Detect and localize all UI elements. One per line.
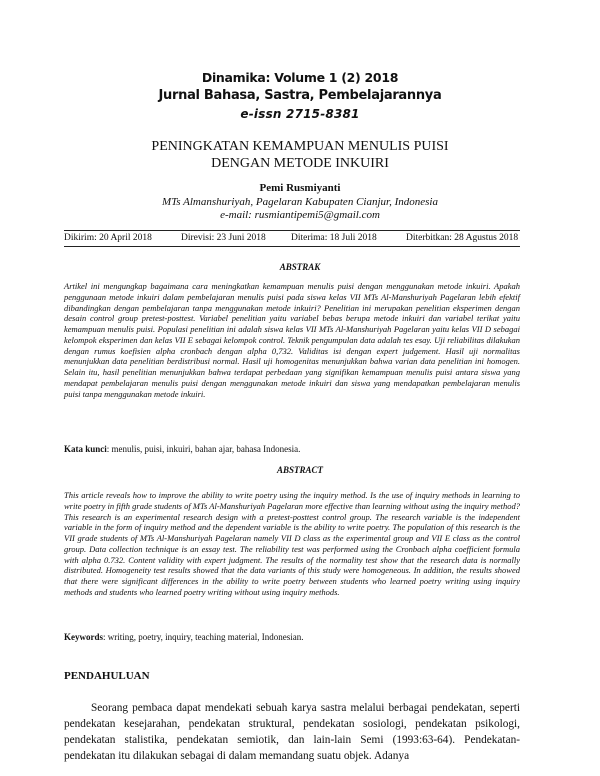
article-title-line1: PENINGKATAN KEMAMPUAN MENULIS PUISI xyxy=(151,139,449,154)
author-name: Pemi Rusmiyanti xyxy=(259,182,341,194)
journal-issn: e-issn 2715-8381 xyxy=(240,107,360,121)
date-revised: Direvisi: 23 Juni 2018 xyxy=(181,233,266,243)
date-published: Diterbitkan: 28 Agustus 2018 xyxy=(406,233,519,243)
journal-name: Jurnal Bahasa, Sastra, Pembelajarannya xyxy=(158,88,442,103)
body-paragraph: Seorang pembaca dapat mendekati sebuah karya sastra melalui berbagai pendekatan, seperti pendekatan kesejarahan, pendekatan struktural, pendekatan sosiologi, pendekatan psikologi, pendekatan stalistika, pendekatan semiotik, dan lain-lain Semi (1993:63-64). Pendekatan-pendekatan itu dilakukan sebagai di dalam memandang suatu objek. Adanya xyxy=(64,702,520,762)
article-title-line2: DENGAN METODE INKUIRI xyxy=(211,156,389,171)
kata-kunci-values: : menulis, puisi, inkuiri, bahan ajar, bahasa Indonesia. xyxy=(106,444,301,454)
journal-volume: Dinamika: Volume 1 (2) 2018 xyxy=(201,70,399,85)
abstrak-text: Artikel ini mengungkap bagaimana cara meningkatkan kemampuan menulis puisi dengan menggunakan metode inkuiri. Apakah penggunaan metode inkuiri dalam pembelajaran menulis puisi pada siswa kelas VII MTs Al-Manshuriyah Pagelaran lebih efektif dibandingkan dengan pembelajaran tanpa menggunakan metode inkuiri? Penelitian ini merupakan penelitian eksperimen dengan desain control group pretest-posttest. Variabel penelitian yaitu variabel bebas berupa metode inkuiri dan variabel terikat yaitu kemampuan menulis puisi. Populasi penelitian ini adalah siswa kelas VII MTs Al-Manshuriyah Pagelaran yaitu kelas VII D sebagai kelompok eksperimen dan kelas VII E sebagai kelompok control. Teknik pengumpulan data adalah tes esay. Uji reliabilitas dilakukan dengan rumus koefisien alpha cronbach dengan alpha 0,732. Validitas isi dengan expert judgement. Hasil uji normalitas menunjukkan data penelitian berdistribusi normal. Hasil uji homogenitas menunjukkan bahwa varian data penelitian ini homogen. Selain itu, hasil penelitian menunjukkan bahwa terdapat perbedaan yang signifikan kemampuan menulis puisi antara siswa yang mendapat pembelajaran menulis puisi dengan menggunakan metode inkuiri dan siswa yang mendapatkan pembelajaran menulis puisi tanpa menggunakan metode inkuiri. xyxy=(64,281,520,399)
author-affiliation: MTs Almanshuriyah, Pagelaran Kabupaten Cianjur, Indonesia xyxy=(162,196,438,208)
keywords-values: : writing, poetry, inquiry, teaching material, Indonesian. xyxy=(103,632,304,642)
kata-kunci-label: Kata kunci xyxy=(64,444,107,454)
date-received: Dikirim: 20 April 2018 xyxy=(64,233,152,243)
keywords-label: Keywords xyxy=(64,632,103,642)
abstract-text: This article reveals how to improve the ability to write poetry using the inquiry method. Is the use of inquiry methods in learning to write poetry in fifth grade students of MTs Al-Manshuriyah Pagelaran more effective than learning without using the inquiry method? This research is an experimental research design with a pretest-posttest control group. The research variable is the independent variable in the form of inquiry method and the dependent variable is the ability to write poetry. The population of this research is the VII grade students of MTs Al-Manshuriyah Pagelaran namely VII D class as the experimental group and VII E class as the control group. Data collection technique is an essay test. The reliability test was performed using the Cronbach alpha coefficient formula with alpha 0.732. Content validity with expert judgment. The results of the normality test show that the research data is normally distributed. Homogeneity test results showed that the data variants of this study were homogeneous. In addition, the results showed that there were significant differences in the ability to write poetry between students who learned poetry writing using inquiry methods and students who learned poetry writing without using inquiry methods. xyxy=(64,490,520,597)
section-heading-pendahuluan: PENDAHULUAN xyxy=(64,670,150,682)
keywords xyxy=(64,632,520,642)
date-accepted: Diterima: 18 Juli 2018 xyxy=(291,233,377,243)
kata-kunci xyxy=(64,444,520,454)
submission-dates-bar xyxy=(64,230,520,247)
abstrak-heading: ABSTRAK xyxy=(279,262,321,272)
author-email: e-mail: rusmiantipemi5@gmail.com xyxy=(220,209,380,221)
abstract-heading: ABSTRACT xyxy=(276,465,323,475)
